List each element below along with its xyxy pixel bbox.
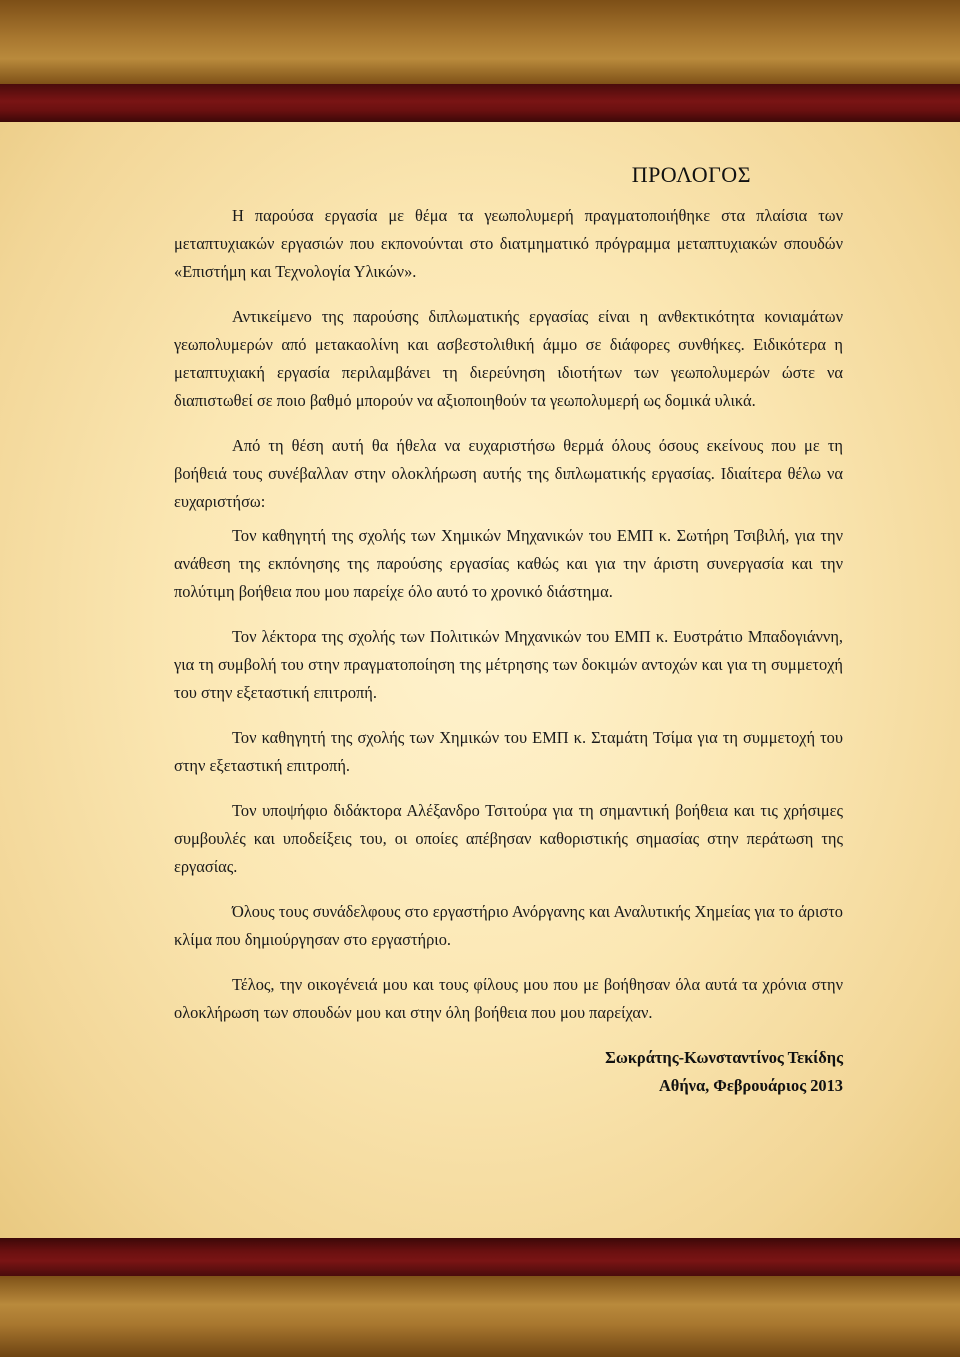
paragraph-thanks-supervisor: Τον καθηγητή της σχολής των Χημικών Μηχανικών του ΕΜΠ κ. Σωτήρη Τσιβιλή, για την ανάθεση της εκπόνησης της παρούσης εργασίας καθώς και για την άριστη συνεργασία και την πολύτιμη βοήθεια που μου παρείχε όλο αυτό το χρονικό διάστημα. [174,526,843,601]
signature-name: Σωκράτης-Κωνσταντίνος Τεκίδης [605,1048,843,1067]
paragraph-thanks-colleagues: Όλους τους συνάδελφους στο εργαστήριο Ανόργανης και Αναλυτικής Χημείας για το άριστο κλίμα που δημιούργησαν στο εργαστήριο. [174,902,843,949]
paragraph-intro: Η παρούσα εργασία με θέμα τα γεωπολυμερή πραγματοποιήθηκε στα πλαίσια των μεταπτυχιακών εργασιών που εκπονούνται στο διατμηματικό πρόγραμμα μεταπτυχιακών σπουδών «Επιστήμη και Τεχνολογία Υλικών». [174,206,843,281]
page-title: ΠΡΟΛΟΓΟΣ [631,162,751,187]
paragraph-thanks-intro: Από τη θέση αυτή θα ήθελα να ευχαριστήσω θερμά όλους όσους εκείνους που με τη βοήθειά τους συνέβαλλαν στην ολοκλήρωση αυτής της διπλωματικής εργασίας. Ιδιαίτερα θέλω να ευχαριστήσω: [174,436,843,511]
document-content [174,162,843,1100]
document-page [0,122,960,1238]
signature-place-date: Αθήνα, Φεβρουάριος 2013 [658,1076,843,1095]
signature-block [174,1044,843,1100]
paragraph-subject: Αντικείμενο της παρούσης διπλωματικής εργασίας είναι η ανθεκτικότητα κονιαμάτων γεωπολυμερών από μετακαολίνη και ασβεστολιθική άμμο σε διάφορες συνθήκες. Ειδικότερα η μεταπτυχιακή εργασία περιλαμβάνει τη διερεύνηση ιδιοτήτων των γεωπολυμερών ώστε να διαπιστωθεί σε ποιο βαθμό μπορούν να αξιοποιηθούν τα γεωπολυμερή ως δομικά υλικά. [174,307,843,410]
top-decorative-band [0,84,960,122]
paragraph-thanks-lecturer: Τον λέκτορα της σχολής των Πολιτικών Μηχανικών του ΕΜΠ κ. Ευστράτιο Μπαδογιάννη, για τη συμβολή του στην πραγματοποίηση της μέτρησης των δοκιμών αντοχών και για τη συμμετοχή του στην εξεταστική επιτροπή. [174,627,843,702]
bottom-decorative-frame [0,1276,960,1357]
paragraph-thanks-family: Τέλος, την οικογένειά μου και τους φίλους μου που με βοήθησαν όλα αυτά τα χρόνια στην ολοκλήρωση των σπουδών μου και στην όλη βοήθεια που μου παρείχαν. [174,975,843,1022]
paragraph-thanks-phd-candidate: Τον υποψήφιο διδάκτορα Αλέξανδρο Τσιτούρα για τη σημαντική βοήθεια και τις χρήσιμες συμβουλές και υποδείξεις του, οι οποίες απέβησαν καθοριστικής σημασίας στην περάτωση της εργασίας. [174,801,843,876]
paragraph-thanks-committee: Τον καθηγητή της σχολής των Χημικών του ΕΜΠ κ. Σταμάτη Τσίμα για τη συμμετοχή του στην εξεταστική επιτροπή. [174,728,843,775]
top-decorative-frame [0,0,960,84]
bottom-decorative-band [0,1238,960,1276]
